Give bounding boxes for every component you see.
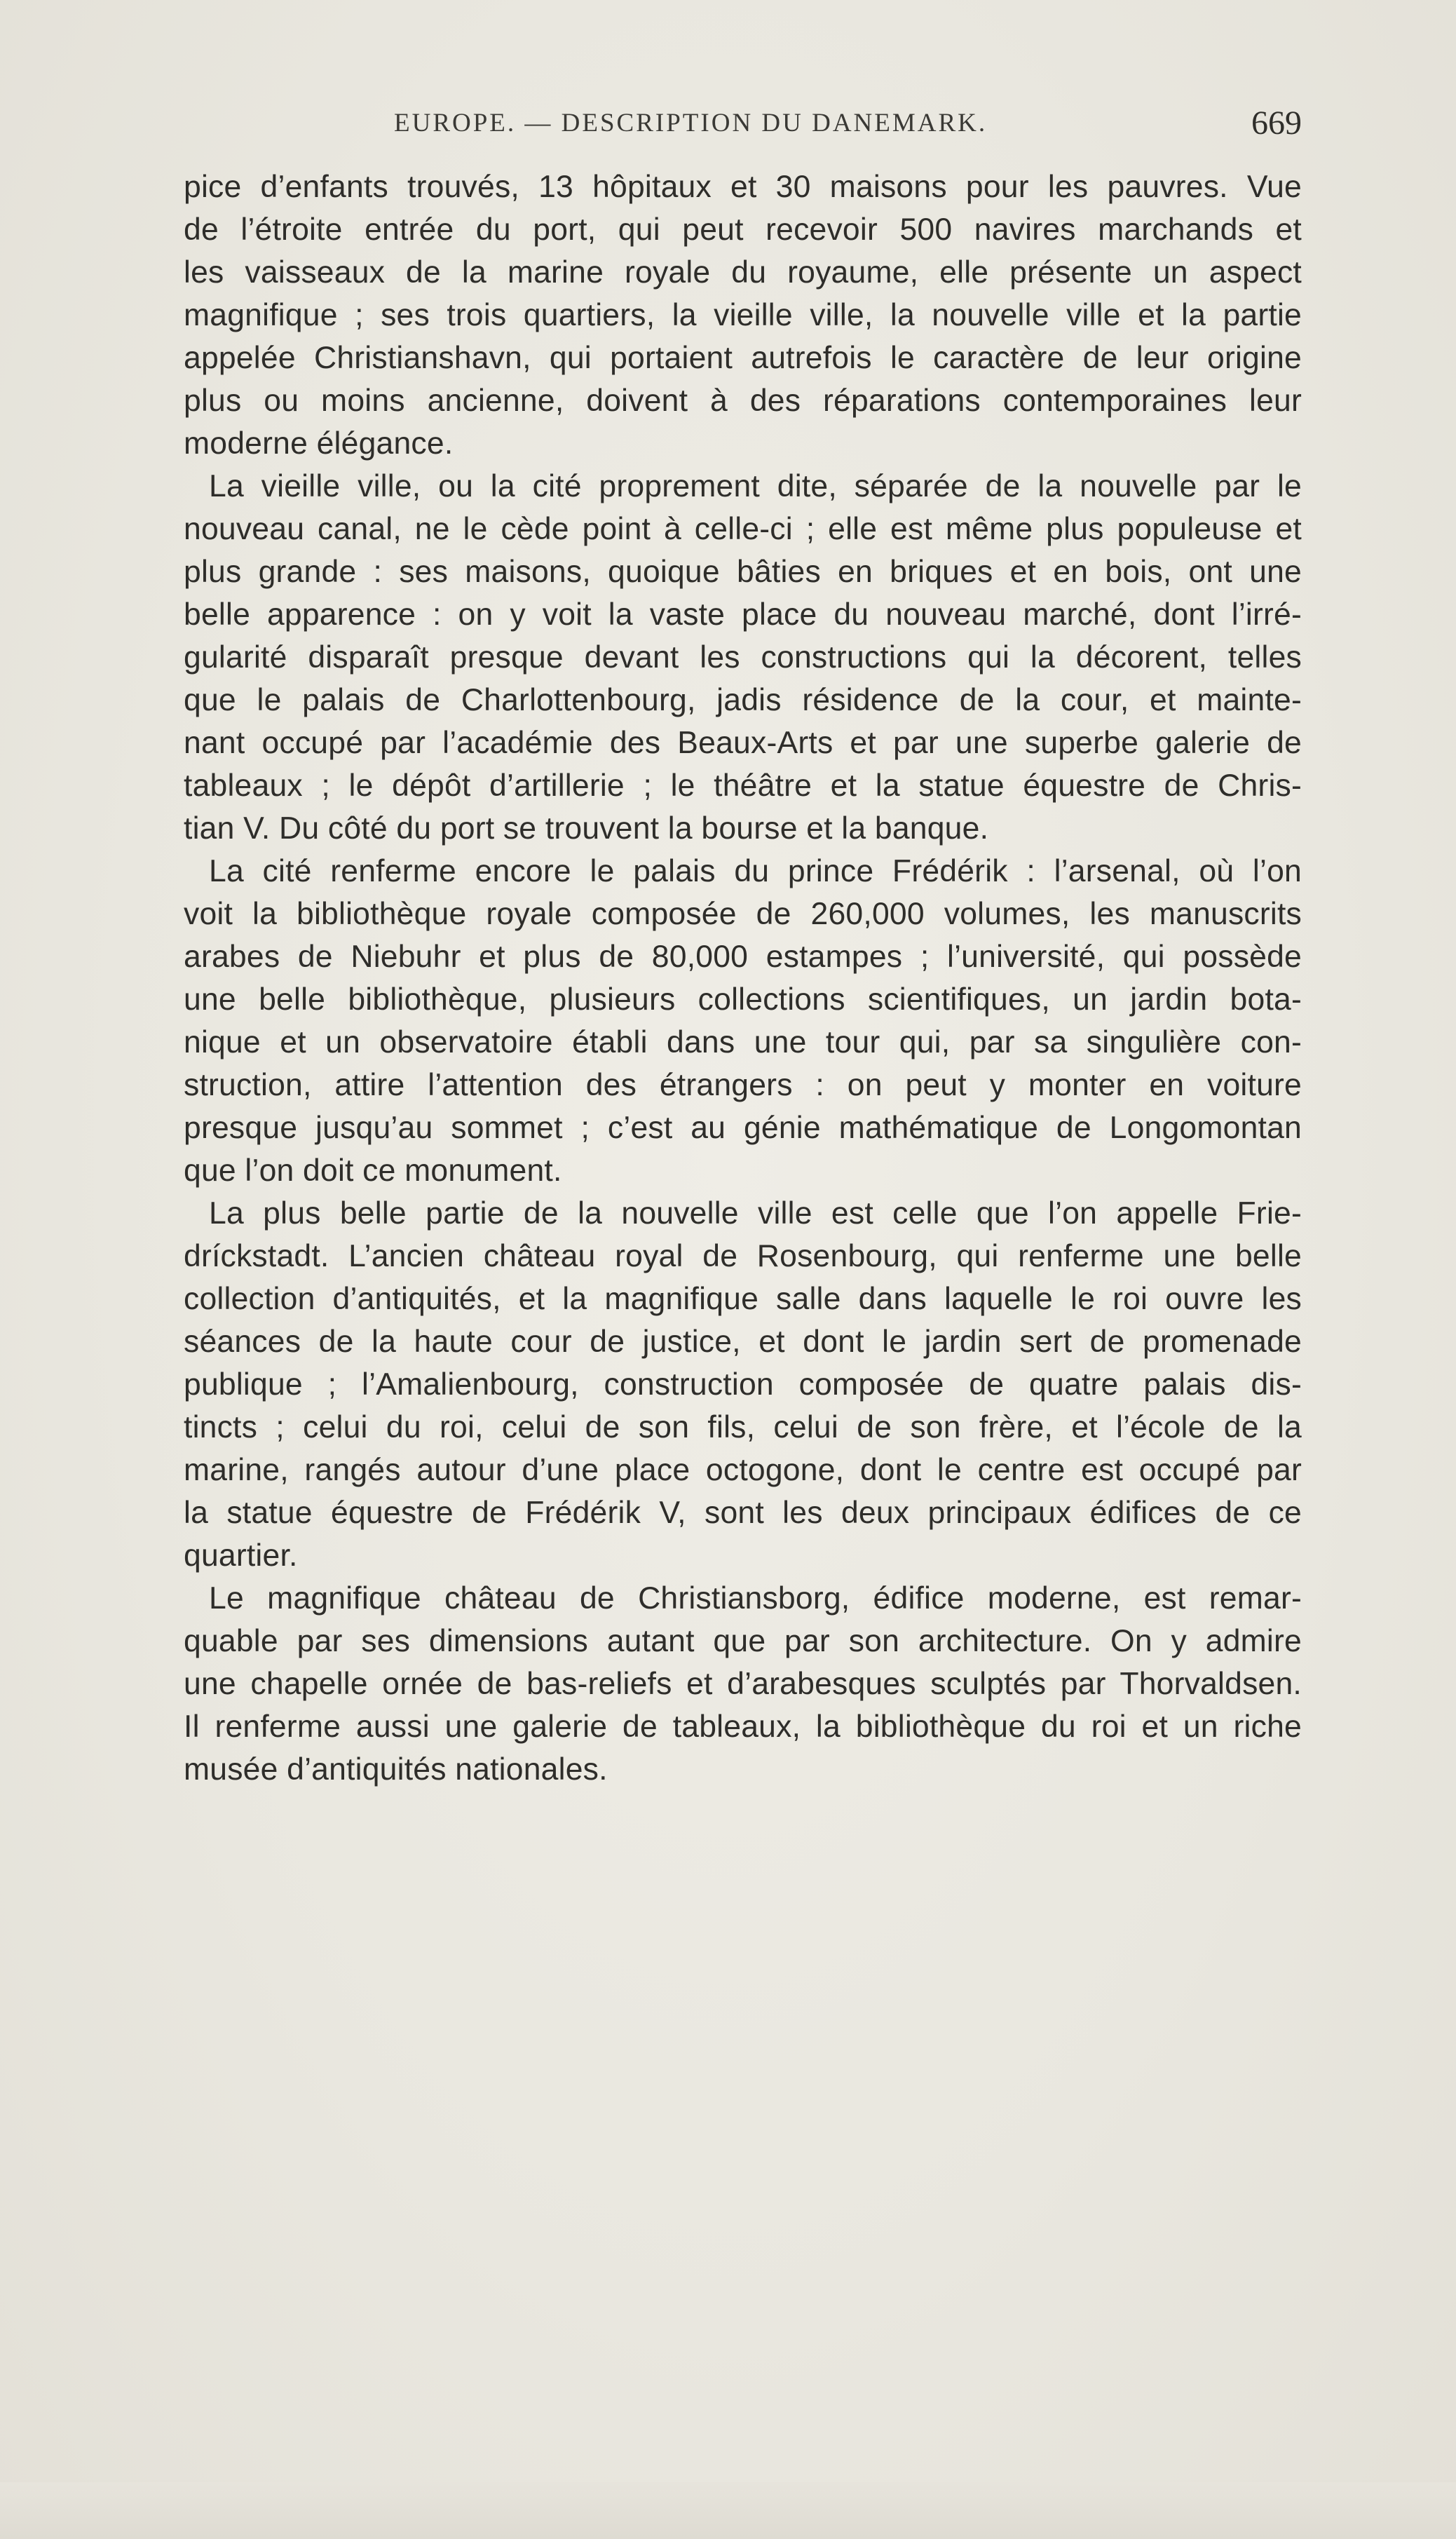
text-line: Le magnifique château de Christiansborg, édifice moderne, est remar-: [209, 1581, 1302, 1616]
text-line: presque jusqu’au sommet ; c’est au génie mathématique de Longomontan: [184, 1111, 1302, 1145]
text-line: La cité renferme encore le palais du prince Frédérik : l’arsenal, où l’on: [209, 854, 1302, 888]
text-line: moderne élégance.: [184, 426, 454, 461]
page-number: 669: [1251, 104, 1302, 142]
text-line: tincts ; celui du roi, celui de son fils, celui de son frère, et l’école de la: [184, 1410, 1302, 1444]
text-line: arabes de Niebuhr et plus de 80,000 estampes ; l’université, qui possède: [184, 940, 1302, 974]
text-line: marine, rangés autour d’une place octogone, dont le centre est occupé par: [184, 1453, 1302, 1487]
text-line: dríckstadt. L’ancien château royal de Rosenbourg, qui renferme une belle: [184, 1239, 1302, 1273]
text-line: que l’on doit ce monument.: [184, 1153, 562, 1188]
text-line: que le palais de Charlottenbourg, jadis résidence de la cour, et mainte-: [184, 683, 1302, 717]
text-line: séances de la haute cour de justice, et dont le jardin sert de promenade: [184, 1325, 1302, 1359]
text-line: quable par ses dimensions autant que par son architecture. On y admire: [184, 1624, 1302, 1658]
text-line: magnifique ; ses trois quartiers, la vieille ville, la nouvelle ville et la partie: [184, 298, 1302, 332]
text-line: Il renferme aussi une galerie de tableaux, la bibliothèque du roi et un riche: [184, 1709, 1302, 1744]
text-line: struction, attire l’attention des étrangers : on peut y monter en voiture: [184, 1068, 1302, 1102]
text-line: belle apparence : on y voit la vaste place du nouveau marché, dont l’irré-: [184, 597, 1302, 632]
text-line: appelée Christianshavn, qui portaient autrefois le caractère de leur origine: [184, 341, 1302, 375]
text-line: nant occupé par l’académie des Beaux-Arts et par une superbe galerie de: [184, 726, 1302, 760]
paragraph-4: [184, 1192, 1302, 1577]
text-line: une chapelle ornée de bas-reliefs et d’arabesques sculptés par Thorvaldsen.: [184, 1667, 1302, 1701]
paragraph-3: [184, 850, 1302, 1192]
text-line: une belle bibliothèque, plusieurs collections scientifiques, un jardin bota-: [184, 982, 1302, 1017]
text-line: plus ou moins ancienne, doivent à des réparations contemporaines leur: [184, 384, 1302, 418]
page-header: [184, 104, 1302, 153]
text-line: La plus belle partie de la nouvelle ville est celle que l’on appelle Frie-: [209, 1196, 1302, 1231]
text-line: nique et un observatoire établi dans une tour qui, par sa singulière con-: [184, 1025, 1302, 1059]
paragraph-5: [184, 1577, 1302, 1791]
page-bottom-margin: [0, 2482, 1456, 2539]
text-line: musée d’antiquités nationales.: [184, 1752, 608, 1787]
text-line: tableaux ; le dépôt d’artillerie ; le théâtre et la statue équestre de Chris-: [184, 769, 1302, 803]
running-title: EUROPE. — DESCRIPTION DU DANEMARK.: [394, 109, 988, 137]
text-line: la statue équestre de Frédérik V, sont les deux principaux édifices de ce: [184, 1496, 1302, 1530]
text-line: de l’étroite entrée du port, qui peut recevoir 500 navires marchands et: [184, 212, 1302, 247]
text-line: nouveau canal, ne le cède point à celle-ci ; elle est même plus populeuse et: [184, 512, 1302, 546]
text-line: collection d’antiquités, et la magnifique salle dans laquelle le roi ouvre les: [184, 1282, 1302, 1316]
text-line: plus grande : ses maisons, quoique bâties en briques et en bois, ont une: [184, 555, 1302, 589]
text-line: pice d’enfants trouvés, 13 hôpitaux et 30 maisons pour les pauvres. Vue: [184, 170, 1302, 204]
paragraph-1: [184, 165, 1302, 465]
text-line: voit la bibliothèque royale composée de 260,000 volumes, les manuscrits: [184, 897, 1302, 931]
paragraph-2: [184, 465, 1302, 850]
text-line: quartier.: [184, 1538, 298, 1573]
text-line: les vaisseaux de la marine royale du royaume, elle présente un aspect: [184, 255, 1302, 290]
text-line: tian V. Du côté du port se trouvent la bourse et la banque.: [184, 811, 989, 846]
body-text: [184, 165, 1302, 1791]
text-line: publique ; l’Amalienbourg, construction composée de quatre palais dis-: [184, 1367, 1302, 1402]
text-line: gularité disparaît presque devant les constructions qui la décorent, telles: [184, 640, 1302, 675]
text-line: La vieille ville, ou la cité proprement dite, séparée de la nouvelle par le: [209, 469, 1302, 503]
